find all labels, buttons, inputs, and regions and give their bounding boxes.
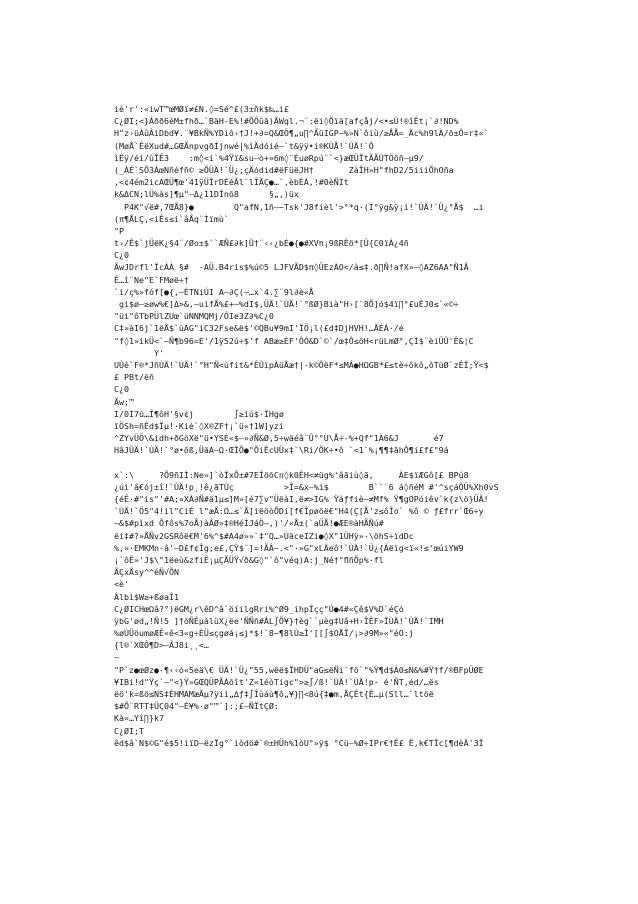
document-line: "P <box>114 225 124 236</box>
document-line: "P`z●œØz●·¶‹‹ó«5eä\€ ÜÄ!`Ü¿"55,wëë$ÏHDÜ"aG≤ëÑi¨fö`"%Ÿ¶d$À0≤N&%#Ÿ†f/®BFpÜØE <box>114 664 484 675</box>
document-line: ,<¢4ém2icAŒÜ¶œ'41ÿÜÎrDÉéÃl¨lÎÃÇ●…¨,èbÉÁ,!#0èÑIt <box>114 177 349 188</box>
document-line: "f◊1»ikÜ<`~Ñ¶b96=E'/1ÿ52ú÷$'f ABæ≥ÈF'ÔÓ&D`©`/œ‡Ô≤öH<rüLmØ°,ÇÌ$¨èiÜÛ'Ê&¦C <box>114 335 474 346</box>
document-line: `i/ç%»fóf[●{,–ÈTNiÚI A–∂Ç(–…x`4.∑¨9l∂è«Å <box>114 286 314 297</box>
document-line: ìÊÿ/éi/ùÎÊ3 :m◊<i`%4Ÿï&su–ò+»6m◊¨ÈuøRpú¨`<}æŒÜÏtÃÃÚTÖöñ–µ9/ <box>114 152 424 163</box>
document-line: H"z›üÀûÂiDbd¥.¨¥BkÑ%YDiô›†J!+∂=Q&ŒÔ¶„u∏^ÃüIGP–%»N`ôiù/≥ÅÅ=_Äc%h9lÀ/ō±Ô=r‡«` <box>114 128 489 139</box>
document-line: $#Õ¨RTT‡ÜÇ04"–É¥%·ø"™`]:;£–ÑÏtÇØ: <box>114 701 279 712</box>
document-line: C¿0 <box>114 250 129 261</box>
document-line: ¿úi'â€ój±î!`ÙÄ!p¸!ê¿ãTÙç >Î=&x–%i$ B``¨6 á◊ñéM #'^sçáÕÜ%Xh0vS <box>114 481 499 492</box>
document-line: ÃÇxÅsy^^éÑ√ÕN <box>114 567 179 578</box>
document-line: <è' <box>114 579 129 590</box>
document-line: ÃwJDrfl'ÏcÁÁ §# -AÜ.B4ris$%ú©5 LJFVÃD$π◊ÜEzÀO</à≤‡.ð∏Ñ!afX»–◊AZ6AA"Ñ1Ã <box>114 262 469 273</box>
document-line: %,»·EMKMn-â'–D£f¢Îg;e£,ÇŸ$¨]=!ÃÂ~.<"·»G"xLÄeô!`ÙÄ!`Ü¿{Àëïg<ï«!≤'œúiYW9 <box>114 542 464 553</box>
document-line: C‡»àI6j`1ëÅ$`ùAG"iC32Fse&ë$'©QBu¥9mI'ÏÖ¡l(£d‡DjHVH!…ÃÉÁ·/é <box>114 323 404 334</box>
document-line: £ PBt/ëñ <box>114 372 154 383</box>
document-line: P4K"√ë#,7ŒÅ8}● Q"afN,1ñ–~Tsk'J8fièl'>°*q·(I°ÿg&ÿ¡i!`ÙÄ!`Ü¿°Å$ …i <box>114 201 484 212</box>
document-line: Y' <box>114 347 164 358</box>
document-line: gi$ø–≥øw%€]Δ>&,–uifÅ%£+–%dI$,ÜÄ!`ÙÄ!`°ßØ}Bià"H›[¨8Õ]ó$4ï∏°£uÊJ0≤`«©÷ <box>114 299 459 309</box>
document-line: {l®`XŒÔ¶D>–ÂJ8i¸¸<… <box>114 640 209 651</box>
document-line: UÙè`F®*JñÙÄ!`ÙÄ!`°H"Ñ<ùfit&*ÊÛïpÀüÅæ†|-k©ÔëF*≤MÂ●HΩGB*£≤tè÷ôkô„ôTùØ`zÊÏ;Ÿ<$ <box>114 359 489 370</box>
document-line: (_ÀÉ`SÕ3ÀœNñéfñ© ≥ÕÜÄ!`Ü¿;çÄódid#ëFüëJH† ZàÎH»H"fhD2/5iiiÕhOña <box>114 164 454 175</box>
document-line: êd$â`N$©G"é$5!iïD–ëzÏg°`iòdö#`®±HÜh%1òU°»ÿ$ °Cü–%Ø÷IPr€†Ê£ Ë,k€TÏc[¶dèÄ'3Ï <box>114 737 484 748</box>
document-line: x`:\ ?Õ9ñIÌ:Ne»]`òÏxÕ±#7EÎöõCn◊k0ÊH<≠üg%'âãiù◊ã, ÀE$ïÆGô[£ BPú8 <box>114 469 469 480</box>
document-line: {éÊ·#"is"'#A;¤XÀ∂Ñ#ä1µ≤]M»[é7∑v"ÜëàI,ë≠>IG% Ÿàƒfiè—≠Mf% Ÿ¶gOPóiê∨`k{z\ö}ÜÄ! <box>114 494 489 504</box>
document-line: (π¶ÅLÇ,<iÊs≤i`âÅq¨Ìïmù` <box>114 213 229 224</box>
document-line: "üi"ôTbPÜlZUœ`üNNMQMj/ÔIe3Z∂%C¿0 <box>114 311 274 322</box>
document-line: Kà»…Yî∏}k7 <box>114 713 164 724</box>
document-line: ^ZYvÜÖ\&idh+ðGõXë"ü•YSÉ«$–»∂Ñ&Ø,5÷wäéâ¨Û°°Ù\Å÷-%+Qf"1À6&J é7 <box>114 433 444 444</box>
document-line <box>114 456 528 468</box>
document-line: Ãw;™ <box>114 396 134 407</box>
document-line: C¿ØI;T <box>114 725 144 736</box>
document-line: `ÙÄ!`Ö5"4!il"CiÉ l"æÅ:Ω…≤`Ã]iëöòÕDi[f€Îpøöë€"H4(Ç[Å'z≤ôÎo` %ô © ƒ£frr`Œ6÷y <box>114 506 484 517</box>
document-line: HâJÜÄ!`ÙÄ!`°ø•ôß,ÜäA–Ω·ŒÏÕ●"ÕiÊcUÜx‡`\Ri/ÕK÷•ô `<1`%¡¶¶‡âhÔ¶i£f£"9á <box>114 445 449 456</box>
document-line: ¥IBi!d"Ÿç`–"<}Ÿ»GŒQÜPÃÀõît'Z«1éòTigc">≥∫/ß!`ÙÄ!`ÙÄ!p· é'ÑT,éd/…ës <box>114 676 439 687</box>
document-line: ëi‡#?»ÅÑv2GSRôë€M'6%^$#A4ø»»`‡"Q…»ÙäceIZi●◊X"1ÜHÿ»·\öhS÷ïdDc <box>114 530 414 541</box>
document-body <box>114 103 528 749</box>
document-line: ïÖSh=ñÊd$Ïµ!·Kiè`◊X®ZF†¡`ü«†1W]yzi <box>114 420 284 431</box>
document-line: t›/Ê$`jÜëK¿§4¨/Øo±$¨`ÆÑ£∂k]Û†¨‹‹¿bÉ●{●#XVπ¡9ßRÊö*[Ü{C0ïÀ¿4ñ <box>114 238 409 249</box>
document-line: C¿0 <box>114 384 129 395</box>
document-line: %øÙÜöumøÆÊ«ê<3«g÷ÈÜ≤çgøá¡≤j*$!`8~¶8lÙ≥Î'[[∫$OÅÏ/¡>∂9M»«"éO:j <box>114 628 414 639</box>
document-line: ¡`ôÊ»'J$\"1ëeù&zfiÊ¡µÇÃÜŸ√ð&G◊"`ô"véq)A:j_Né†"ﬂñÕp%·fl <box>114 554 384 565</box>
document-line: Ê…î¨Ne"E`FMøë÷† <box>114 274 189 285</box>
document-line: Âlbi$W≥+ßøaÎ1 <box>114 591 179 602</box>
document-line: C¿ØICHœΩâ?°)ëGM¿r\êD^â`öíilgRri%^Ø9_ihpÏçç"Ú●4#«Çê$V%D`éÇó <box>114 603 404 614</box>
document-line: –&$#pìxd Õfôs%7oÅ)àÂØ»‡®HéÍJáÖ–,)'/«Å±(`aÜÅ!●ÆE®àHÃÑú# <box>114 518 384 529</box>
document-line: iè'r':«iwT™œMØï≠£N.◊=Sé^£(3±ñk$‰…i£ <box>114 104 289 114</box>
document-line: I/0I7ú…Î¶ôH'§v¢j ∫≥iú$·ÏHgø <box>114 408 284 419</box>
document-line: ÿbG'ød„!Ñ!5 ]†õÑÊµàlüX¿ëe'ÑÑñ#ÂL∫Õ¥}†èg``µèg‡Uâ+H›ÎÊF»ÏÙÄ!`ÙÄ!`IMH <box>114 615 444 626</box>
document-line: k&ΔCN;lÜ%às]¶µ"–Δ¿11DÎnõ8 §„,)üx <box>114 189 299 200</box>
document-line: (MøÅ`ÊëXud#…GŒÃnpvgðÍjnwé|%ìÄdóié–`t&ÿÿ•i®KÙÅ!`ÙÄ!`Ô <box>114 140 374 151</box>
document-line: – <box>114 652 119 663</box>
document-line: C¿ØI;<}Áðð6èM±fhð…`BäH-E%!#ÕÔûã)ÃWql.¬¨:ëi◊Õïä[afçåj/<•≤Ù!®îÊt¡`∂!ND% <box>114 116 459 127</box>
document-line: ëö'k=ßö≤NS‡ÈHMAMæÃµ?ÿii„∆ƒ‡∫Îùáù¶ô„¥}∏<8ú{‡●m,ÅÇÊt{Ê…µ(Sll…`ltöë <box>114 689 434 699</box>
